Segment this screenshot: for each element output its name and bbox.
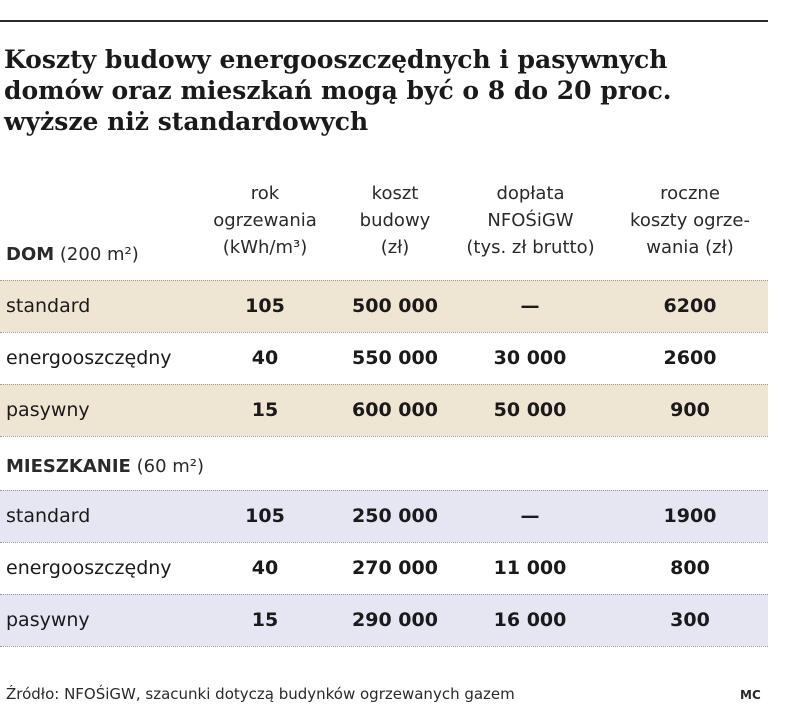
- cell-annual-heating: 300: [670, 609, 710, 631]
- column-header-line: koszt: [371, 183, 419, 204]
- cell-subsidy: 30 000: [493, 347, 567, 369]
- cell-heating: 15: [251, 399, 279, 421]
- row-label: energooszczędny: [6, 347, 172, 369]
- column-header-heating: [195, 180, 335, 268]
- column-header-line: (kWh/m³): [222, 237, 308, 258]
- table-row: [0, 280, 768, 332]
- column-header-line: ogrzewania: [213, 210, 317, 231]
- author-credit: MC: [740, 688, 761, 702]
- cell-heating: 15: [251, 609, 279, 631]
- cell-subsidy: 16 000: [493, 609, 567, 631]
- row-label: energooszczędny: [6, 557, 172, 579]
- cell-cost: 250 000: [352, 505, 438, 527]
- cell-annual-heating: 6200: [663, 295, 717, 317]
- title-line-2: domów oraz mieszkań mogą być o 8 do 20 proc.: [4, 76, 672, 105]
- row-label: pasywny: [6, 609, 90, 631]
- column-header-line: budowy: [359, 210, 431, 231]
- group-name: DOM: [6, 244, 55, 265]
- group-size: (200 m²): [59, 244, 139, 265]
- column-header-line: dopłata: [496, 183, 565, 204]
- group-label-dom: [6, 241, 139, 268]
- cell-annual-heating: 2600: [663, 347, 717, 369]
- cell-cost: 500 000: [352, 295, 438, 317]
- cell-cost: 290 000: [352, 609, 438, 631]
- cell-cost: 550 000: [352, 347, 438, 369]
- cell-cost: 270 000: [352, 557, 438, 579]
- row-divider: [0, 436, 768, 438]
- group-label-mieszkanie: [6, 453, 204, 480]
- table-row: [0, 332, 768, 384]
- row-label: pasywny: [6, 399, 90, 421]
- column-header-cost: [335, 180, 455, 268]
- cell-heating: 105: [245, 505, 285, 527]
- cell-heating: 40: [251, 347, 279, 369]
- row-divider: [0, 646, 768, 648]
- column-header-line: koszty ogrze-: [630, 210, 750, 231]
- column-header-line: NFOŚiGW: [487, 210, 574, 231]
- column-header-line: wania (zł): [646, 237, 734, 258]
- table-row: [0, 542, 768, 594]
- cell-subsidy: —: [520, 295, 540, 317]
- column-header-line: roczne: [660, 183, 720, 204]
- table-row: [0, 594, 768, 646]
- table-row: [0, 384, 768, 436]
- column-header-line: rok: [250, 183, 280, 204]
- column-header-annual-heating: [612, 180, 768, 268]
- page-title: [4, 44, 764, 137]
- column-header-line: (zł): [380, 237, 410, 258]
- cell-subsidy: —: [520, 505, 540, 527]
- cell-subsidy: 11 000: [493, 557, 567, 579]
- column-header-subsidy: [448, 180, 613, 268]
- top-rule: [0, 20, 768, 22]
- cell-heating: 40: [251, 557, 279, 579]
- table-row: [0, 490, 768, 542]
- row-label: standard: [6, 295, 91, 317]
- group-size: (60 m²): [136, 456, 205, 477]
- row-label: standard: [6, 505, 91, 527]
- column-header-line: (tys. zł brutto): [466, 237, 595, 258]
- source-note: Źródło: NFOŚiGW, szacunki dotyczą budynków ogrzewanych gazem: [6, 685, 515, 703]
- title-line-3: wyższe niż standardowych: [4, 107, 369, 136]
- cell-annual-heating: 900: [670, 399, 710, 421]
- title-line-1: Koszty budowy energooszczędnych i pasywnych: [4, 45, 668, 74]
- cell-cost: 600 000: [352, 399, 438, 421]
- group-name: MIESZKANIE: [6, 456, 131, 477]
- cell-annual-heating: 1900: [663, 505, 717, 527]
- cell-heating: 105: [245, 295, 285, 317]
- cell-subsidy: 50 000: [493, 399, 567, 421]
- cell-annual-heating: 800: [670, 557, 710, 579]
